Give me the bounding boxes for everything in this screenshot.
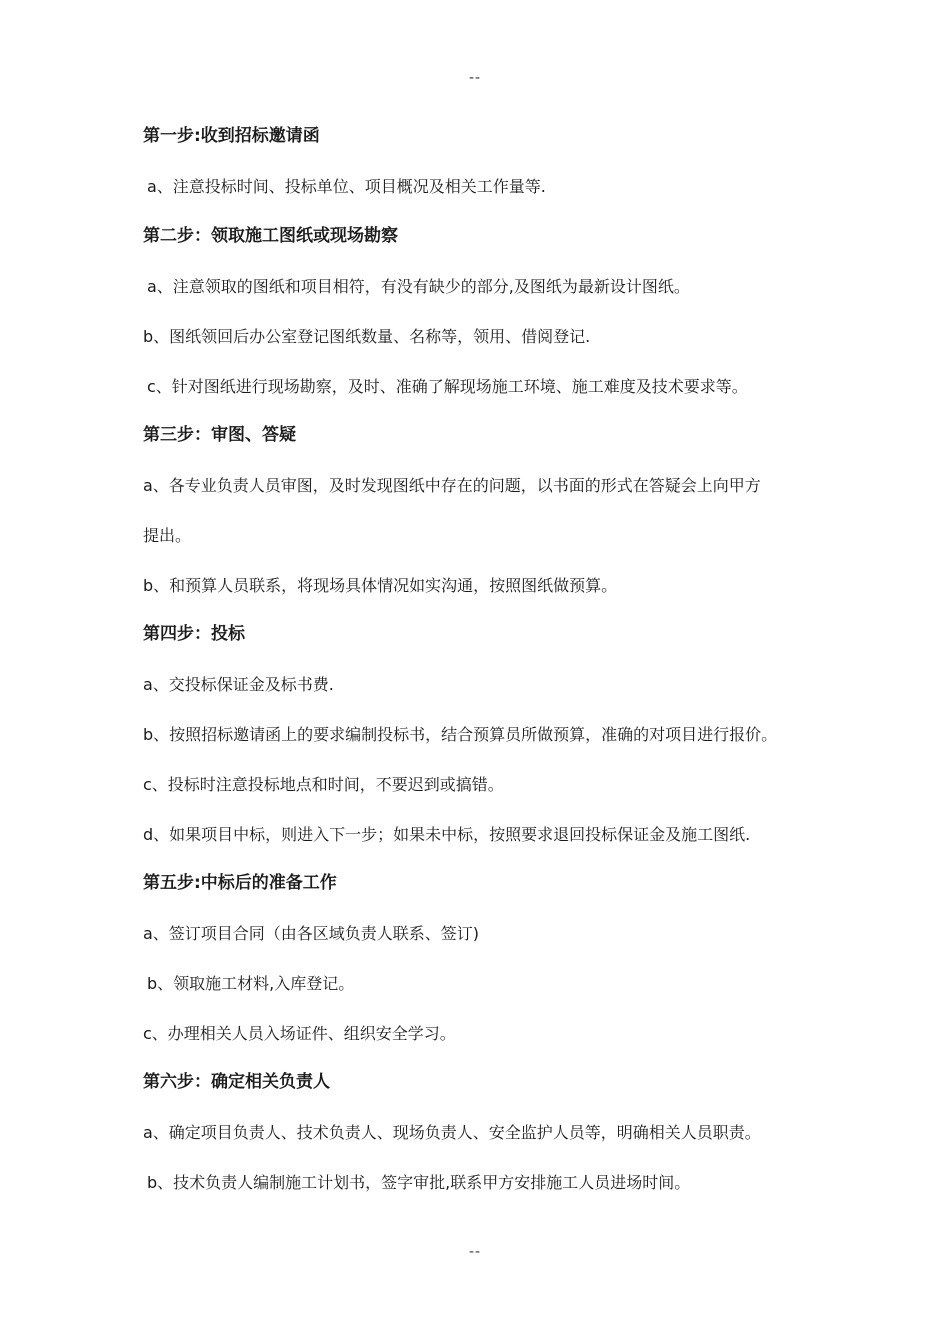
step-3-heading: 第三步：审图、答疑 <box>143 425 296 445</box>
step-2-item-c: c、针对图纸进行现场勘察，及时、准确了解现场施工环境、施工难度及技术要求等。 <box>147 377 748 396</box>
step-5-item-b: b、领取施工材料,入库登记。 <box>147 974 355 993</box>
page-footer-mark: -- <box>468 1244 482 1260</box>
step-3-item-a: a、各专业负责人员审图，及时发现图纸中存在的问题，以书面的形式在答疑会上向甲方 <box>143 476 761 495</box>
step-2-heading: 第二步：领取施工图纸或现场勘察 <box>143 226 398 246</box>
page-header-mark: -- <box>468 70 482 86</box>
step-4-item-a: a、交投标保证金及标书费. <box>143 675 334 694</box>
step-4-heading: 第四步：投标 <box>143 624 245 644</box>
step-6-item-a: a、确定项目负责人、技术负责人、现场负责人、安全监护人员等，明确相关人员职责。 <box>143 1123 761 1142</box>
step-4-item-c: c、投标时注意投标地点和时间，不要迟到或搞错。 <box>143 775 504 794</box>
step-2-item-b: b、图纸领回后办公室登记图纸数量、名称等，领用、借阅登记. <box>143 327 591 346</box>
step-1-item-a: a、注意投标时间、投标单位、项目概况及相关工作量等. <box>147 177 546 196</box>
step-2-item-a: a、注意领取的图纸和项目相符，有没有缺少的部分,及图纸为最新设计图纸。 <box>147 277 690 296</box>
step-3-item-b: b、和预算人员联系，将现场具体情况如实沟通，按照图纸做预算。 <box>143 576 618 595</box>
step-4-item-b: b、按照招标邀请函上的要求编制投标书，结合预算员所做预算，准确的对项目进行报价。 <box>143 725 778 744</box>
step-5-item-a: a、签订项目合同（由各区域负责人联系、签订) <box>143 924 480 943</box>
step-3-item-a-continued: 提出。 <box>143 526 192 545</box>
step-6-heading: 第六步：确定相关负责人 <box>143 1072 330 1092</box>
step-6-item-b: b、技术负责人编制施工计划书，签字审批,联系甲方安排施工人员进场时间。 <box>147 1173 691 1192</box>
step-1-heading: 第一步:收到招标邀请函 <box>143 126 320 146</box>
step-5-item-c: c、办理相关人员入场证件、组织安全学习。 <box>143 1024 456 1043</box>
step-5-heading: 第五步:中标后的准备工作 <box>143 873 337 893</box>
step-4-item-d: d、如果项目中标，则进入下一步；如果未中标，按照要求退回投标保证金及施工图纸. <box>143 825 751 844</box>
